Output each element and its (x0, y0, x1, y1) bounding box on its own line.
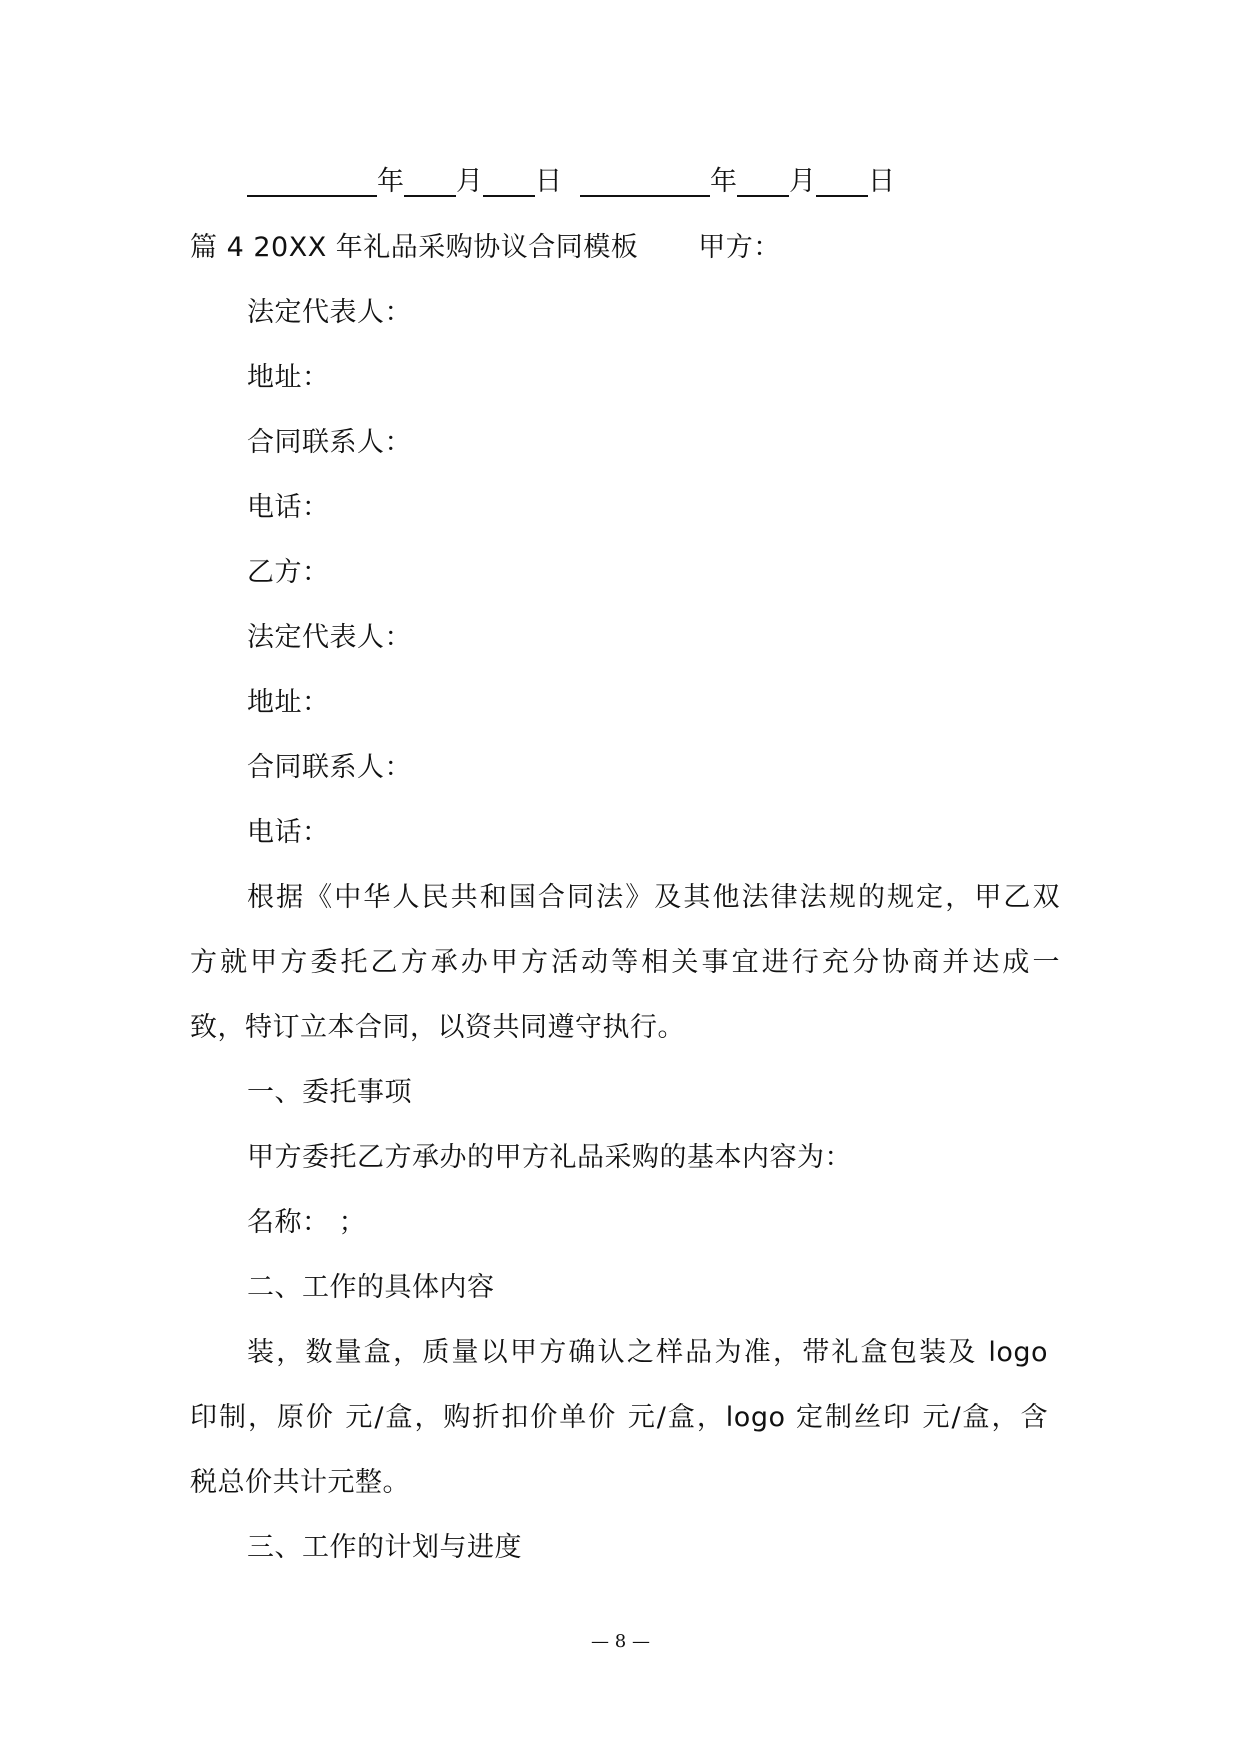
day-blank (816, 165, 868, 197)
section-2-body-line: 税总价共计元整。 (190, 1467, 410, 1498)
month-label: 月 (789, 166, 816, 197)
year-label: 年 (377, 166, 404, 197)
party-a-phone: 电话： (247, 492, 330, 523)
party-b-address: 地址： (247, 687, 330, 718)
year-blank (580, 165, 710, 197)
section-1-name-line: 名称： ； (247, 1207, 367, 1238)
section-2-body-line: 装，数量盒，质量以甲方确认之样品为准，带礼盒包装及 logo (247, 1337, 1048, 1368)
month-label: 月 (456, 166, 483, 197)
party-a-contact: 合同联系人： (247, 427, 412, 458)
preamble-line: 根据《中华人民共和国合同法》及其他法律法规的规定，甲乙双 (247, 882, 1060, 913)
day-label: 日 (535, 166, 562, 197)
preamble-line: 致，特订立本合同，以资共同遵守执行。 (190, 1012, 685, 1043)
section-1-title: 一、委托事项 (247, 1077, 412, 1108)
section-2-title: 二、工作的具体内容 (247, 1272, 495, 1303)
section-2-body-line: 印制，原价 元/盒，购折扣价单价 元/盒，logo 定制丝印 元/盒，含 (190, 1402, 1048, 1433)
month-blank (404, 165, 456, 197)
year-label: 年 (710, 166, 737, 197)
day-blank (483, 165, 535, 197)
contract-title: 篇 4 20XX 年礼品采购协议合同模板 (190, 232, 639, 263)
section-3-title: 三、工作的计划与进度 (247, 1532, 522, 1563)
party-b-label: 乙方： (247, 557, 330, 588)
party-b-phone: 电话： (247, 817, 330, 848)
party-a-address: 地址： (247, 362, 330, 393)
month-blank (737, 165, 789, 197)
year-blank (247, 165, 377, 197)
contract-heading-line (190, 230, 781, 266)
page-number: — 8 — (591, 1631, 650, 1652)
day-label: 日 (868, 166, 895, 197)
party-b-legal-rep: 法定代表人： (247, 622, 412, 653)
section-1-body: 甲方委托乙方承办的甲方礼品采购的基本内容为： (247, 1142, 852, 1173)
party-a-legal-rep: 法定代表人： (247, 297, 412, 328)
preamble-line: 方就甲方委托乙方承办甲方活动等相关事宜进行充分协商并达成一 (190, 947, 1060, 978)
party-a-label: 甲方： (698, 232, 781, 263)
party-b-contact: 合同联系人： (247, 752, 412, 783)
signature-date-row (247, 164, 895, 200)
